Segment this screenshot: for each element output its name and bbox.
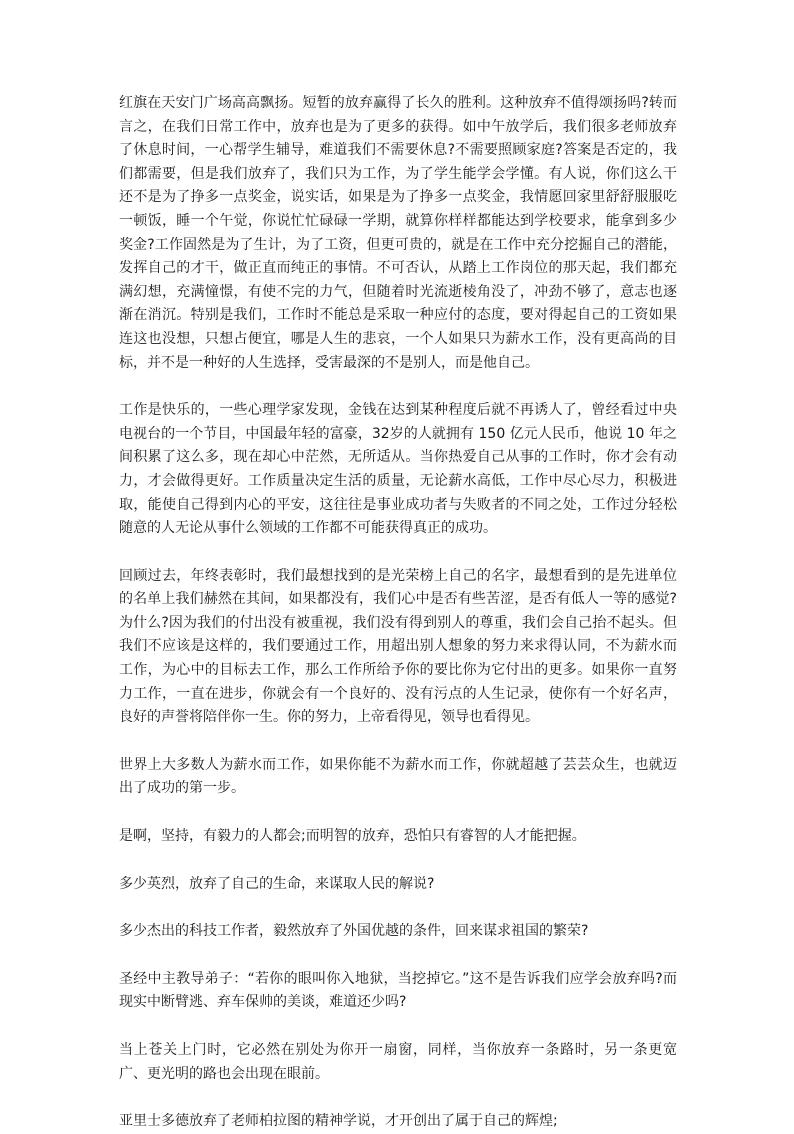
paragraph: 当上苍关上门时，它必然在别处为你开一扇窗，同样，当你放弃一条路时，另一条更宽广、更光明的路也会出现在眼前。 [119, 1042, 677, 1082]
paragraph: 工作是快乐的，一些心理学家发现，金钱在达到某种程度后就不再诱人了，曾经看过中央电视台的一个节目，中国最年轻的富豪，32岁的人就拥有 150 亿元人民币，他说 10 年之间积累了这么多，现在却心中茫然，无所适从。当你热爱自己从事的工作时，你才会有动力，才会做得更好。工作质量决定生活的质量，无论薪水高低，工作中尽心尽力，积极进取，能使自己得到内心的平安，这往往是事业成功者与失败者的不同之处，工作过分轻松随意的人无论从事什么领域的工作都不可能获得真正的成功。 [119, 402, 677, 537]
paragraph: 是啊，坚持，有毅力的人都会;而明智的放弃，恐怕只有睿智的人才能把握。 [119, 828, 586, 845]
paragraph: 多少杰出的科技工作者，毅然放弃了外国优越的条件，回来谋求祖国的繁荣? [119, 923, 589, 940]
paragraph: 回顾过去，年终表彰时，我们最想找到的是光荣榜上自己的名字，最想看到的是先进单位的名单上我们赫然在其间，如果都没有，我们心中是否有些苦涩，是否有低人一等的感觉?为什么?因为我们的付出没有被重视，我们没有得到别人的尊重，我们会自己抬不起头。但我们不应该是这样的，我们要通过工作，用超出别人想象的努力来求得认同，不为薪水而工作，为心中的目标去工作，那么工作所给予你的要比你为它付出的更多。如果你一直努力工作，一直在进步，你就会有一个良好的、没有污点的人生记录，使你有一个好名声，良好的声誉将陪伴你一生。你的努力，上帝看得见，领导也看得见。 [119, 567, 677, 726]
paragraph: 圣经中主教导弟子：“若你的眼叫你入地狱，当挖掉它。”这不是告诉我们应学会放弃吗?而现实中断臂逃、弃车保帅的美谈，难道还少吗? [119, 970, 677, 1011]
paragraph: 红旗在天安门广场高高飘扬。短暂的放弃赢得了长久的胜利。这种放弃不值得颂扬吗?转而言之，在我们日常工作中，放弃也是为了更多的获得。如中午放学后，我们很多老师放弃了休息时间，一心帮学生辅导，难道我们不需要休息?不需要照顾家庭?答案是否定的，我们都需要，但是我们放弃了，我们只为工作，为了学生能学会学懂。有人说，你们这么干还不是为了挣多一点奖金，说实话，如果是为了挣多一点奖金，我情愿回家里舒舒服服吃一顿饭，睡一个午觉，你说忙忙碌碌一学期，就算你样样都能达到学校要求，能拿到多少奖金?工作固然是为了生计，为了工资，但更可贵的，就是在工作中充分挖掘自己的潜能，发挥自己的才干，做正直而纯正的事情。不可否认，从踏上工作岗位的那天起，我们都充满幻想，充满憧憬，有使不完的力气，但随着时光流逝棱角没了，冲劲不够了，意志也逐渐在消沉。特别是我们，工作时不能总是采取一种应付的态度，要对得起自己的工资如果连这也没想，只想占便宜，哪是人生的悲哀，一个人如果只为薪水工作，没有更高尚的目标，并不是一种好的人生选择，受害最深的不是别人，而是他自己。 [119, 95, 677, 371]
paragraph: 亚里士多德放弃了老师柏拉图的精神学说，才开创出了属于自己的辉煌; [119, 1113, 558, 1130]
document-body [119, 92, 677, 1134]
paragraph: 世界上大多数人为薪水而工作，如果你能不为薪水而工作，你就超越了芸芸众生，也就迈出了成功的第一步。 [119, 756, 677, 797]
paragraph: 多少英烈，放弃了自己的生命，来谋取人民的解说? [119, 875, 435, 892]
